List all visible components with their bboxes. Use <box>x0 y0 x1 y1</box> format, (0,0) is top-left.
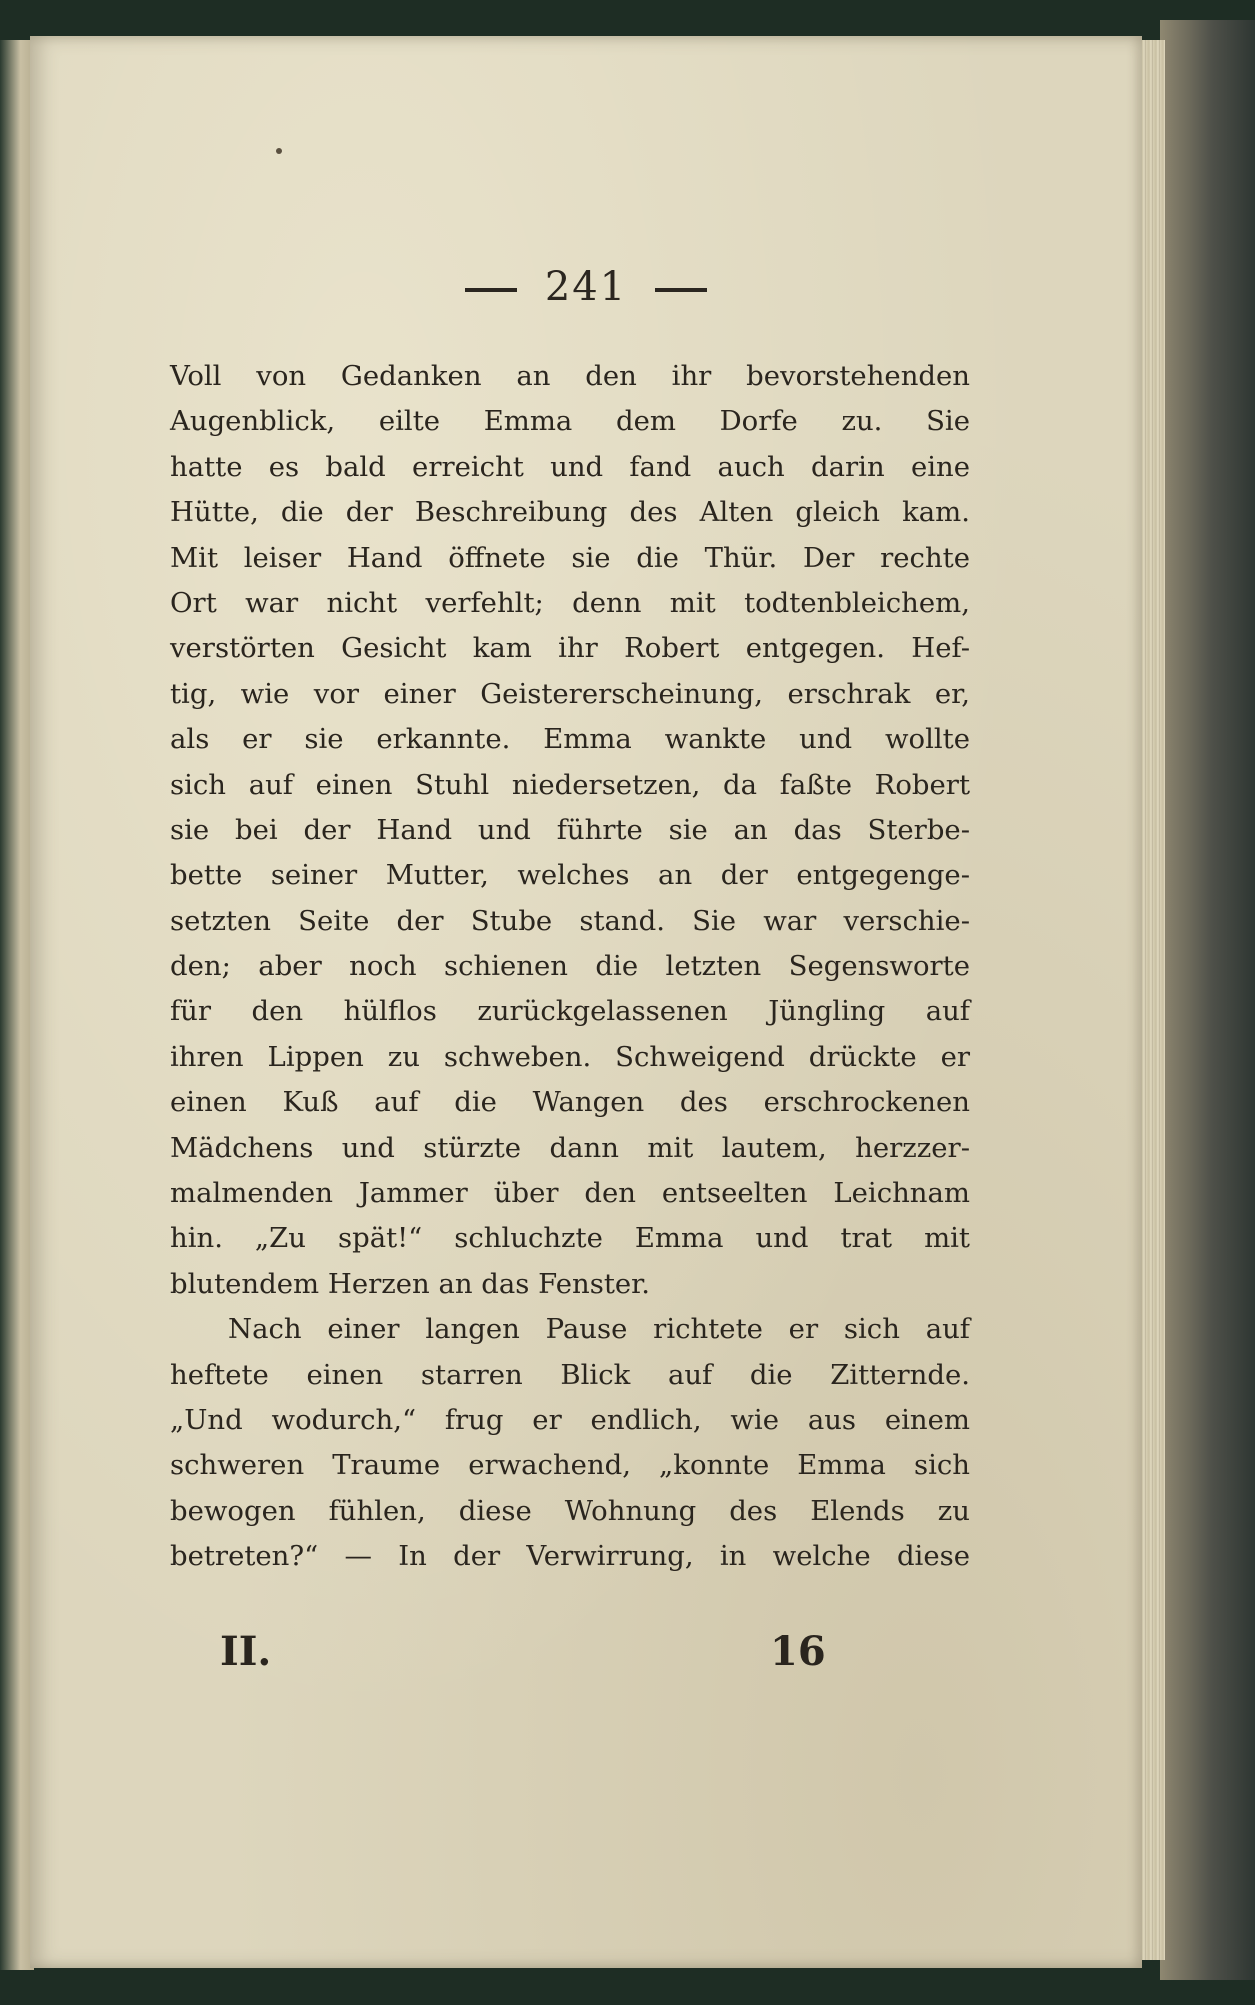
book-cover-edge <box>1160 20 1255 1980</box>
header-dash-left <box>465 288 517 292</box>
text-line: heftete einen starren Blick auf die Zitternde. <box>170 1358 970 1391</box>
text-line: sie bei der Hand und führte sie an das Sterbe- <box>170 813 970 846</box>
volume-mark: II. <box>220 1628 272 1675</box>
text-line: bewogen fühlen, diese Wohnung des Elends zu <box>170 1494 970 1527</box>
text-line: blutendem Herzen an das Fenster. <box>170 1267 651 1300</box>
text-line: Augenblick, eilte Emma dem Dorfe zu. Sie <box>170 405 970 438</box>
text-line: Mit leiser Hand öffnete sie die Thür. Der rechte <box>170 541 970 574</box>
text-line: betreten?“ — In der Verwirrung, in welche diese <box>170 1540 970 1573</box>
text-line: hatte es bald erreicht und fand auch darin eine <box>170 450 970 483</box>
page-header <box>30 264 1142 310</box>
body-text <box>170 354 970 1580</box>
header-dash-right <box>655 288 707 292</box>
text-line: Nach einer langen Pause richtete er sich auf <box>228 1313 970 1346</box>
text-line: ihren Lippen zu schweben. Schweigend drückte er <box>170 1040 970 1073</box>
text-line: bette seiner Mutter, welches an der entgegenge- <box>170 859 970 892</box>
paper-speck <box>276 148 282 154</box>
text-line: hin. „Zu spät!“ schluchzte Emma und trat mit <box>170 1222 970 1255</box>
book-spine <box>0 40 34 1970</box>
text-line: Ort war nicht verfehlt; denn mit todtenbleichem, <box>170 586 970 619</box>
text-line: tig, wie vor einer Geistererscheinung, erschrak er, <box>170 677 970 710</box>
text-line: sich auf einen Stuhl niedersetzen, da faßte Robert <box>170 768 970 801</box>
signature-mark: 16 <box>770 1628 826 1675</box>
text-line: malmenden Jammer über den entseelten Leichnam <box>170 1177 970 1210</box>
text-line: setzten Seite der Stube stand. Sie war verschie- <box>170 904 970 937</box>
text-line: den; aber noch schienen die letzten Segensworte <box>170 950 970 983</box>
text-line: Mädchens und stürzte dann mit lautem, herzzer- <box>170 1131 970 1164</box>
text-line: Voll von Gedanken an den ihr bevorstehenden <box>170 360 970 392</box>
text-line: einen Kuß auf die Wangen des erschrockenen <box>170 1086 970 1119</box>
page-number: 241 <box>544 264 628 310</box>
text-line: verstörten Gesicht kam ihr Robert entgegen. Hef- <box>170 632 970 665</box>
text-line: schweren Traume erwachend, „konnte Emma sich <box>170 1449 970 1482</box>
text-line: als er sie erkannte. Emma wankte und wollte <box>170 723 970 756</box>
text-line: für den hülflos zurückgelassenen Jüngling auf <box>170 995 970 1028</box>
book-page <box>30 36 1142 1968</box>
text-line: „Und wodurch,“ frug er endlich, wie aus einem <box>170 1403 970 1436</box>
text-line: Hütte, die der Beschreibung des Alten gleich kam. <box>170 496 970 529</box>
